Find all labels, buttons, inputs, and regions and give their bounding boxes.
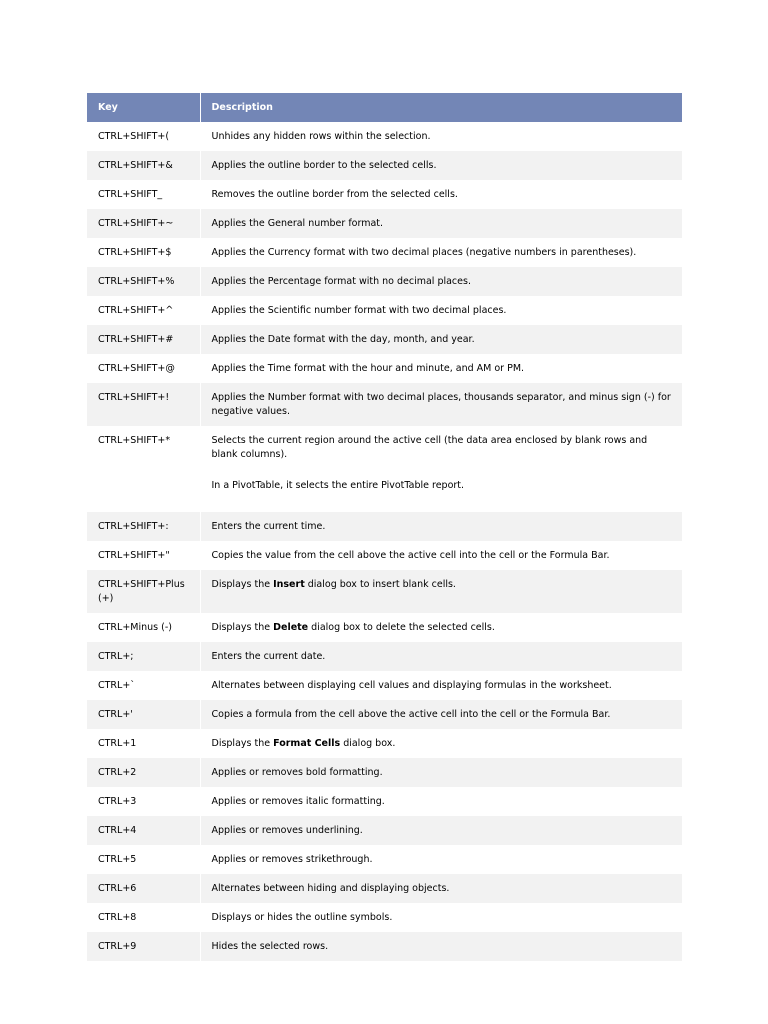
table-row [87,180,682,209]
shortcut-description [200,642,682,671]
description-text: Selects the current region around the active cell (the data area enclosed by blank rows and blank columns). [211,435,648,460]
dialog-name: Insert [273,579,305,590]
shortcut-description [200,296,682,325]
description-text: Applies the Percentage format with no decimal places. [211,276,471,287]
description-text: Applies or removes bold formatting. [211,767,383,778]
description-text: Unhides any hidden rows within the selection. [211,131,431,142]
table-row [87,903,682,932]
shortcut-key: CTRL+' [87,700,200,729]
dialog-name: Delete [273,622,309,633]
description-note: In a PivotTable, it selects the entire PivotTable report. [211,480,465,491]
description-text: Alternates between displaying cell values and displaying formulas in the worksheet. [211,680,612,691]
shortcut-key: CTRL+SHIFT+" [87,541,200,570]
shortcut-description [200,512,682,541]
table-row [87,238,682,267]
shortcut-description [200,903,682,932]
description-text: Enters the current time. [211,521,326,532]
table-row [87,267,682,296]
header-row [87,93,682,122]
table-row [87,729,682,758]
table-row [87,570,682,613]
table-row [87,426,682,512]
table-row [87,151,682,180]
description-text: Copies a formula from the cell above the active cell into the cell or the Formula Bar. [211,709,611,720]
shortcut-key: CTRL+8 [87,903,200,932]
shortcut-description [200,541,682,570]
shortcut-key: CTRL+3 [87,787,200,816]
table-row [87,845,682,874]
table-row [87,122,682,151]
shortcut-description [200,209,682,238]
description-text: Applies the Number format with two decimal places, thousands separator, and minus sign (-) for negative values. [211,392,671,417]
table-row [87,671,682,700]
shortcut-description [200,122,682,151]
description-text: Copies the value from the cell above the active cell into the cell or the Formula Bar. [211,550,610,561]
table-row [87,816,682,845]
shortcut-key: CTRL+SHIFT+& [87,151,200,180]
table-row [87,354,682,383]
description-text: dialog box to delete the selected cells. [308,622,495,633]
shortcut-description [200,180,682,209]
description-text: Applies the Date format with the day, month, and year. [211,334,475,345]
description-text: Displays the [211,738,274,749]
shortcut-description [200,570,682,613]
table-row [87,325,682,354]
table-row [87,700,682,729]
table-row [87,874,682,903]
shortcut-key: CTRL+4 [87,816,200,845]
description-text: Applies or removes underlining. [211,825,363,836]
shortcut-key: CTRL+2 [87,758,200,787]
table-row [87,209,682,238]
description-text: Applies the General number format. [211,218,384,229]
shortcut-description [200,613,682,642]
shortcut-key: CTRL+SHIFT+( [87,122,200,151]
shortcut-key: CTRL+1 [87,729,200,758]
shortcut-key: CTRL+SHIFT+* [87,426,200,512]
description-text: Applies the Scientific number format with two decimal places. [211,305,507,316]
shortcut-key: CTRL+5 [87,845,200,874]
table-body [87,122,682,961]
shortcut-key: CTRL+; [87,642,200,671]
shortcut-description [200,700,682,729]
shortcut-key: CTRL+6 [87,874,200,903]
shortcut-description [200,729,682,758]
description-text: dialog box to insert blank cells. [304,579,456,590]
description-text: Applies the outline border to the selected cells. [211,160,437,171]
shortcut-key: CTRL+SHIFT+~ [87,209,200,238]
shortcut-description [200,238,682,267]
description-text: Applies or removes strikethrough. [211,854,373,865]
shortcut-key: CTRL+SHIFT+: [87,512,200,541]
shortcut-description [200,816,682,845]
dialog-name: Format Cells [273,738,341,749]
table-row [87,758,682,787]
shortcut-key: CTRL+SHIFT+# [87,325,200,354]
shortcut-description [200,325,682,354]
table-row [87,932,682,961]
column-header-description: Description [200,93,682,122]
shortcut-description [200,354,682,383]
description-text: Displays the [211,622,274,633]
shortcut-description [200,426,682,512]
shortcut-key: CTRL+SHIFT+$ [87,238,200,267]
shortcut-description [200,932,682,961]
table-row [87,296,682,325]
shortcut-description [200,874,682,903]
shortcut-key: CTRL+SHIFT_ [87,180,200,209]
shortcut-description [200,267,682,296]
table-row [87,541,682,570]
description-text: dialog box. [340,738,396,749]
table-row [87,642,682,671]
description-text: Removes the outline border from the selected cells. [211,189,458,200]
description-text: Hides the selected rows. [211,941,329,952]
description-text: Displays the [211,579,274,590]
description-text: Applies the Time format with the hour and minute, and AM or PM. [211,363,525,374]
shortcut-description [200,845,682,874]
description-text: Alternates between hiding and displaying objects. [211,883,450,894]
description-text: Enters the current date. [211,651,326,662]
shortcut-key: CTRL+SHIFT+% [87,267,200,296]
table-row [87,383,682,426]
column-header-key: Key [87,93,200,122]
shortcut-key: CTRL+SHIFT+^ [87,296,200,325]
description-text: Applies the Currency format with two decimal places (negative numbers in parentheses). [211,247,637,258]
shortcut-description [200,151,682,180]
shortcut-description [200,671,682,700]
shortcut-description [200,787,682,816]
shortcut-key: CTRL+` [87,671,200,700]
shortcut-key: CTRL+9 [87,932,200,961]
description-text: Applies or removes italic formatting. [211,796,385,807]
table-row [87,613,682,642]
shortcut-key: CTRL+SHIFT+Plus (+) [87,570,200,613]
shortcut-key: CTRL+Minus (-) [87,613,200,642]
description-text: Displays or hides the outline symbols. [211,912,393,923]
shortcut-table [87,93,682,961]
shortcut-description [200,758,682,787]
table-row [87,787,682,816]
shortcut-description [200,383,682,426]
table-row [87,512,682,541]
table-header [87,93,682,122]
shortcut-key: CTRL+SHIFT+@ [87,354,200,383]
shortcut-key: CTRL+SHIFT+! [87,383,200,426]
